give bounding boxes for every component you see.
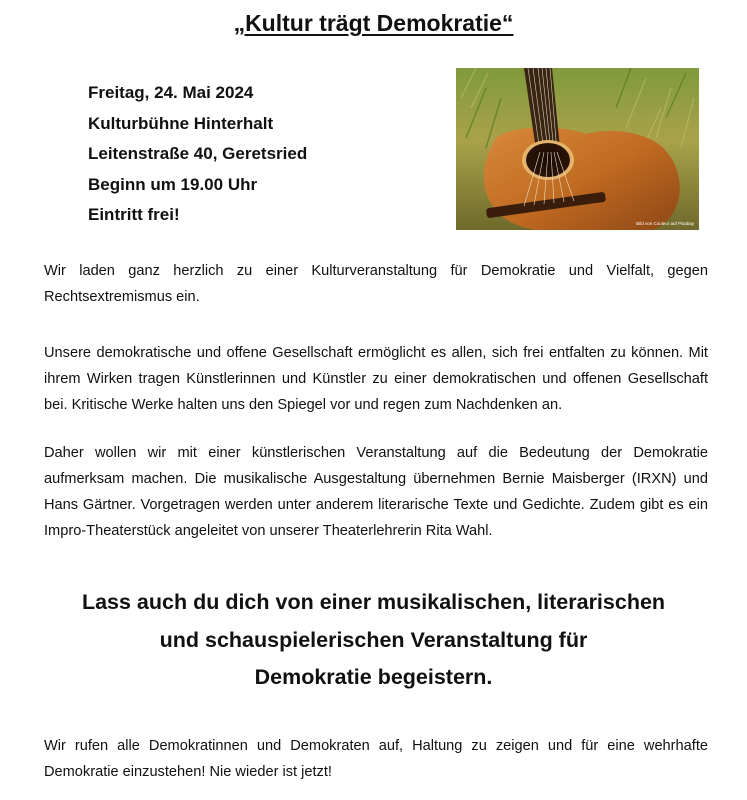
call-to-action-line-2: und schauspielerischen Veranstaltung für	[159, 627, 588, 652]
event-info	[88, 78, 307, 231]
call-to-action-line-3: Demokratie begeistern.	[254, 665, 493, 689]
event-admission: Eintritt frei!	[88, 205, 180, 224]
program-paragraph: Daher wollen wir mit einer künstlerischen Veranstaltung auf die Bedeutung der Demokratie aufmerksam machen. Die musikalische Ausgestaltung übernehmen Bernie Maisberger (IRXN) und Hans Gärtner. Vorgetragen werden unter anderem literarische Texte und Gedichte. Zudem gibt es ein Impro-Theaterstück angeleitet von unserer Theaterlehrerin Rita Wahl.	[44, 445, 708, 539]
closing-paragraph: Wir rufen alle Demokratinnen und Demokraten auf, Haltung zu zeigen und für eine wehrhafte Demokratie einzustehen! Nie wieder ist jetzt!	[44, 738, 708, 780]
event-start: Beginn um 19.00 Uhr	[88, 174, 258, 194]
intro-paragraph: Wir laden ganz herzlich zu einer Kulturveranstaltung für Demokratie und Vielfalt, gegen Rechtsextremismus ein.	[44, 263, 708, 305]
call-to-action	[0, 584, 747, 697]
guitar-photo	[456, 68, 699, 230]
call-to-action-line-1: Lass auch du dich von einer musikalischen, literarischen	[81, 590, 666, 614]
event-date: Freitag, 24. Mai 2024	[88, 83, 254, 102]
event-venue: Kulturbühne Hinterhalt	[88, 113, 274, 133]
page-title: „Kultur trägt Demokratie“	[233, 10, 514, 36]
photo-credit: Bild von Couleur auf Pixabay	[636, 221, 694, 226]
event-address: Leitenstraße 40, Geretsried	[88, 144, 308, 163]
society-paragraph: Unsere demokratische und offene Gesellschaft ermöglicht es allen, sich frei entfalten zu können. Mit ihrem Wirken tragen Künstlerinnen und Künstler zu einer demokratischen und offenen Gesellschaft bei. Kritische Werke halten uns den Spiegel vor und regen zum Nachdenken an.	[44, 345, 708, 413]
